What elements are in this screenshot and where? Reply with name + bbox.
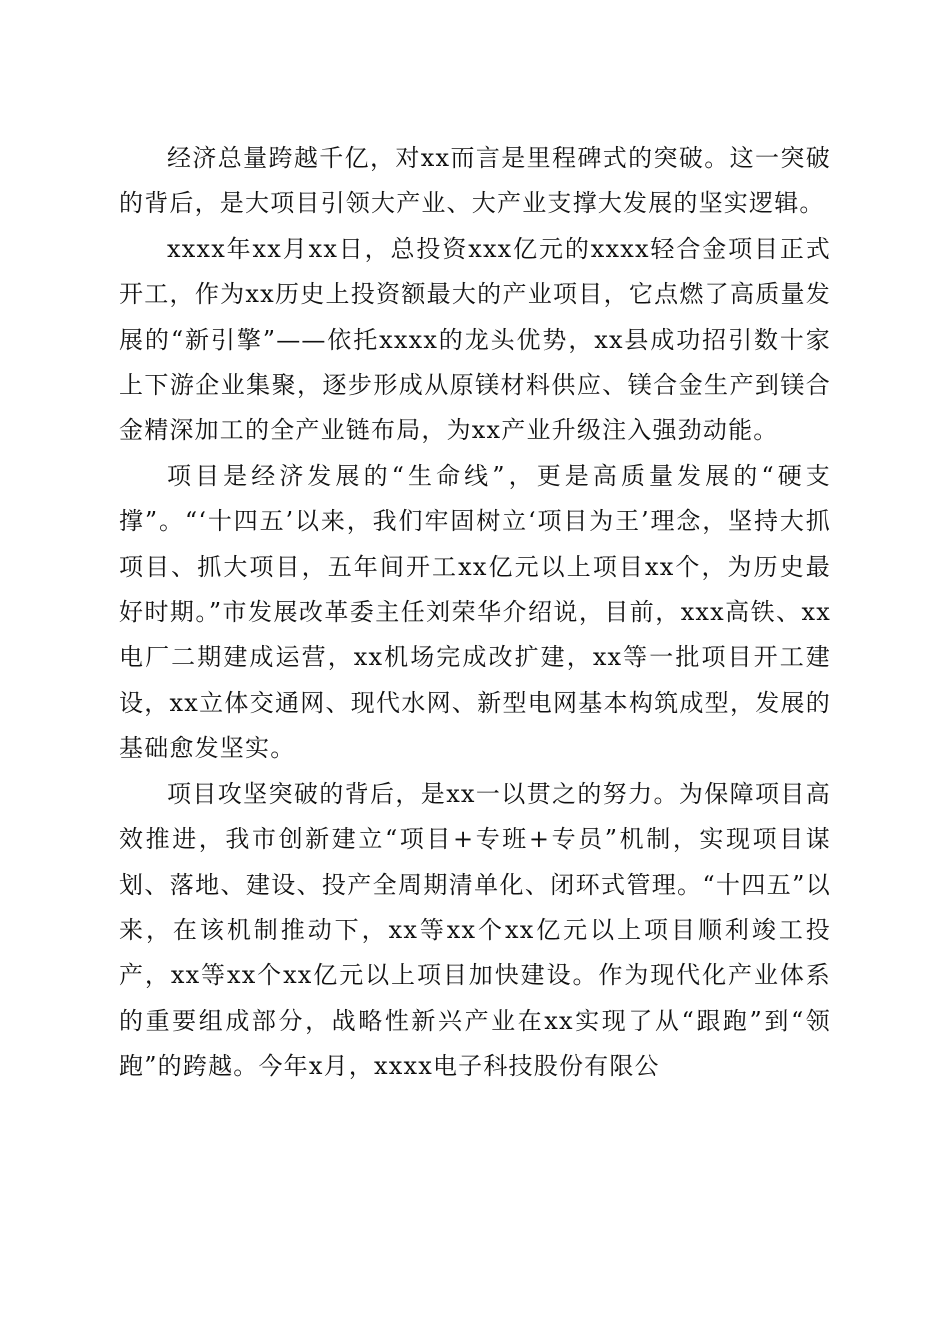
- paragraph-2: xxxx年xx月xx日，总投资xxx亿元的xxxx轻合金项目正式开工，作为xx历史上投资额最大的产业项目，它点燃了高质量发展的“新引擎”——依托xxxx的龙头优势，xx县成功招引数十家上下游企业集聚，逐步形成从原镁材料供应、镁合金生产到镁合金精深加工的全产业链布局，为xx产业升级注入强劲动能。: [119, 234, 831, 445]
- paragraph-3: 项目是经济发展的“生命线”，更是高质量发展的“硬支撑”。“‘十四五’以来，我们牢固树立‘项目为王’理念，坚持大抓项目、抓大项目，五年间开工xx亿元以上项目xx个，为历史最好时期。”市发展改革委主任刘荣华介绍说，目前，xxx高铁、xx电厂二期建成运营，xx机场完成改扩建，xx等一批项目开工建设，xx立体交通网、现代水网、新型电网基本构筑成型，发展的基础愈发坚实。: [119, 461, 831, 763]
- paragraph-1: 经济总量跨越千亿，对xx而言是里程碑式的突破。这一突破的背后，是大项目引领大产业、大产业支撑大发展的坚实逻辑。: [119, 144, 831, 218]
- paragraph-4: 项目攻坚突破的背后，是xx一以贯之的努力。为保障项目高效推进，我市创新建立“项目+专班+专员”机制，实现项目谋划、落地、建设、投产全周期清单化、闭环式管理。“十四五”以来，在该机制推动下，xx等xx个xx亿元以上项目顺利竣工投产，xx等xx个xx亿元以上项目加快建设。作为现代化产业体系的重要组成部分，战略性新兴产业在xx实现了从“跟跑”到“领跑”的跨越。今年x月，xxxx电子科技股份有限公: [119, 779, 831, 1081]
- article-body: [119, 136, 831, 1090]
